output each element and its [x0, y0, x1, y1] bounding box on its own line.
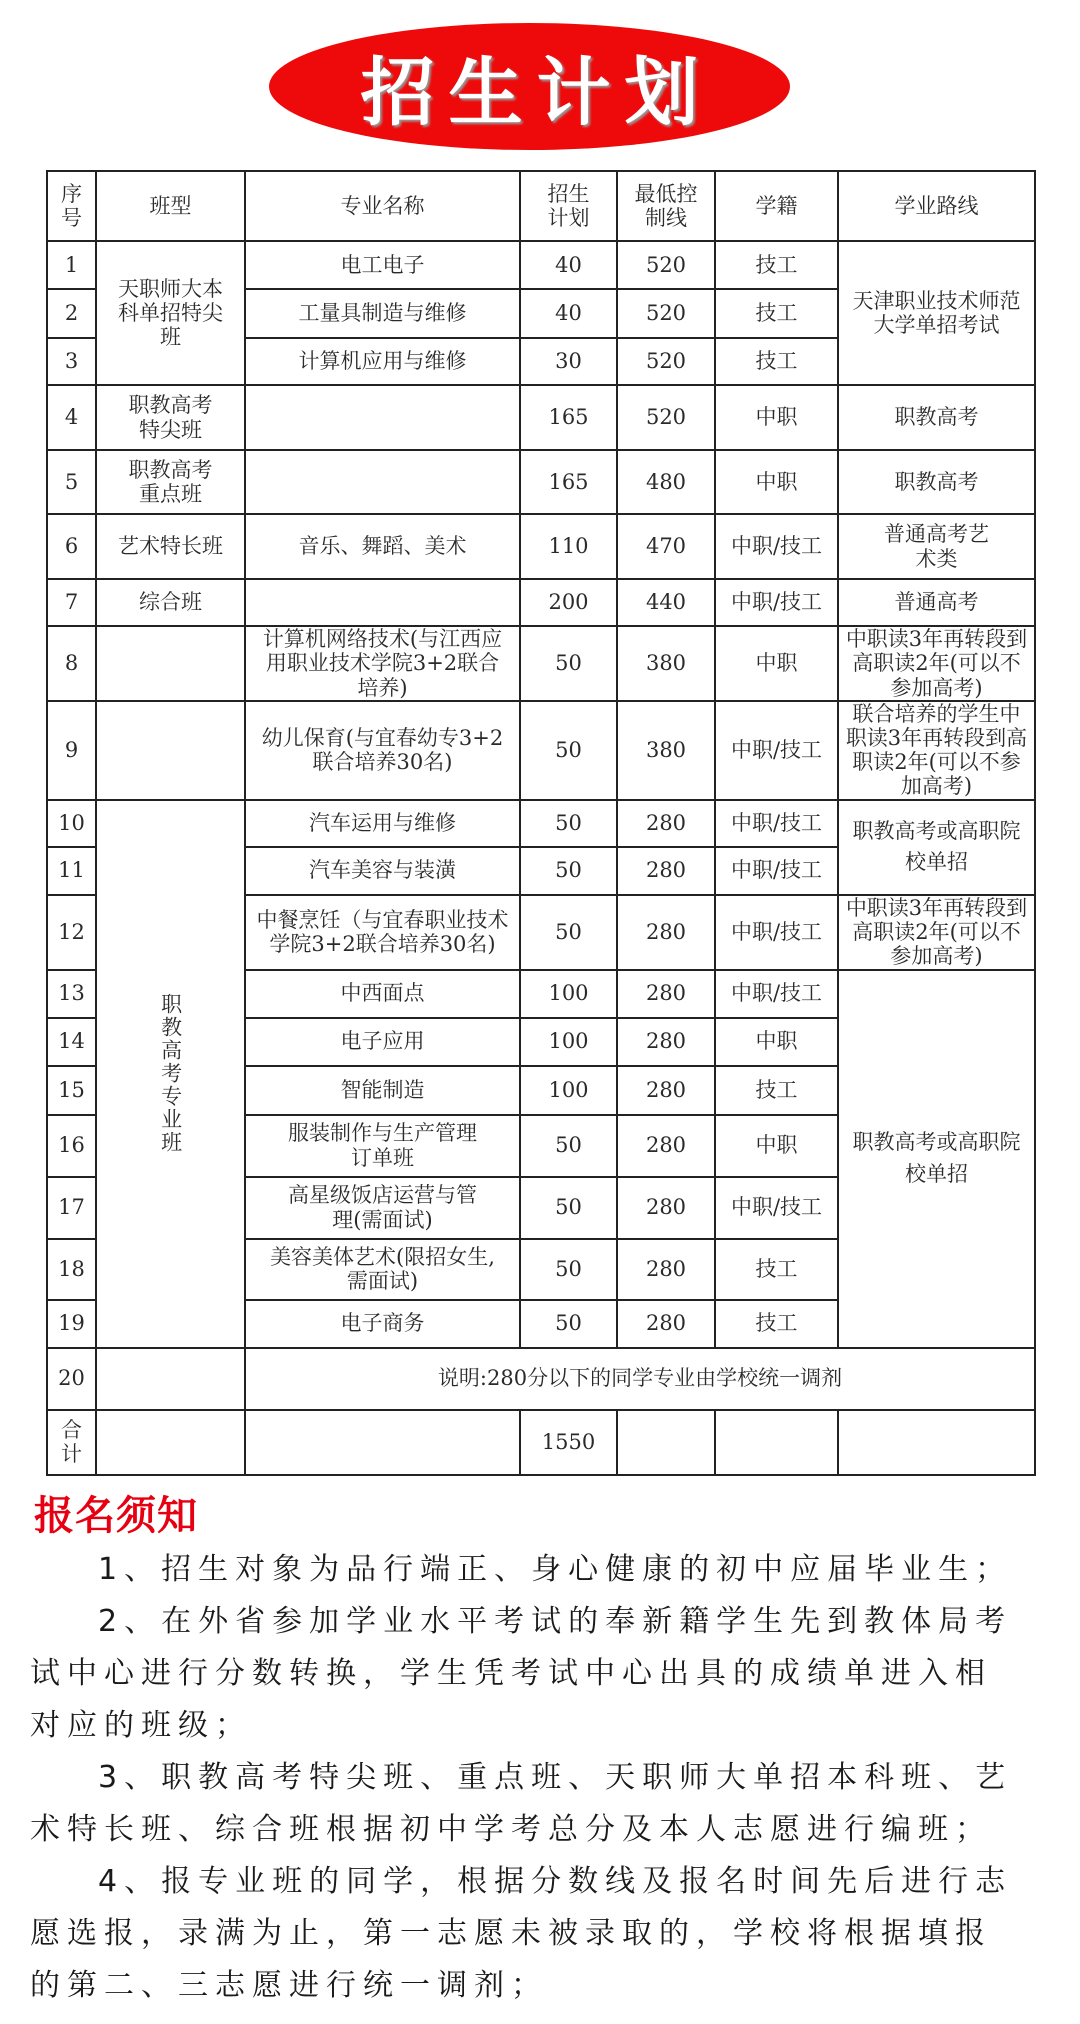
cell-major [245, 450, 520, 514]
cell-min-score: 280 [617, 847, 715, 895]
cell-quota: 40 [520, 289, 617, 338]
cell-status: 中职/技工 [715, 1177, 838, 1239]
cell-seq: 13 [47, 970, 96, 1018]
notice-item: 3、职教高考特尖班、重点班、天职师大单招本科班、艺术特长班、综合班根据初中学考总分及本人志愿进行编班； [30, 1760, 1013, 1847]
table-row-total [47, 1410, 1035, 1475]
table-row [47, 385, 1035, 450]
cell-path: 职教高考或高职院校单招 [838, 970, 1035, 1348]
cell-major: 中餐烹饪（与宜春职业技术学院3+2联合培养30名) [245, 895, 520, 970]
cell-min-score: 280 [617, 1115, 715, 1177]
cell-class-type [96, 626, 245, 701]
table-row [47, 626, 1035, 701]
cell-class-type: 职教高考专业班 [96, 800, 245, 1348]
header-quota: 招生计划 [520, 171, 617, 241]
cell-min-score: 280 [617, 970, 715, 1018]
cell-min-score: 280 [617, 1300, 715, 1348]
cell-major: 美容美体艺术(限招女生,需面试) [245, 1239, 520, 1300]
cell-major [245, 579, 520, 626]
cell-seq: 14 [47, 1018, 96, 1066]
cell-status: 技工 [715, 338, 838, 385]
cell-status: 中职 [715, 450, 838, 514]
cell-min-score: 480 [617, 450, 715, 514]
cell-quota: 50 [520, 1177, 617, 1239]
cell-quota: 50 [520, 1239, 617, 1300]
cell-quota: 50 [520, 1115, 617, 1177]
enrollment-plan-table [46, 170, 1036, 1476]
cell-quota: 50 [520, 800, 617, 847]
cell-quota: 50 [520, 701, 617, 800]
cell-class-type [96, 1348, 245, 1410]
cell-class-type: 职教高考特尖班 [96, 385, 245, 450]
cell-quota: 50 [520, 847, 617, 895]
cell-quota: 50 [520, 895, 617, 970]
cell-min-score: 380 [617, 626, 715, 701]
table-row [47, 450, 1035, 514]
cell-empty [617, 1410, 715, 1475]
cell-min-score: 520 [617, 385, 715, 450]
cell-status: 中职 [715, 1018, 838, 1066]
cell-major: 汽车美容与装潢 [245, 847, 520, 895]
cell-status: 中职/技工 [715, 895, 838, 970]
notice-item: 4、报专业班的同学，根据分数线及报名时间先后进行志愿选报，录满为止，第一志愿未被录取的，学校将根据填报的第二、三志愿进行统一调剂； [30, 1864, 1013, 2003]
notice-list [30, 1544, 1020, 2012]
cell-seq: 17 [47, 1177, 96, 1239]
cell-major: 幼儿保育(与宜春幼专3+2联合培养30名) [245, 701, 520, 800]
cell-seq: 3 [47, 338, 96, 385]
cell-seq: 9 [47, 701, 96, 800]
header-path: 学业路线 [838, 171, 1035, 241]
cell-min-score: 280 [617, 1239, 715, 1300]
cell-class-type [96, 701, 245, 800]
cell-path: 职教高考 [838, 385, 1035, 450]
cell-path: 中职读3年再转段到高职读2年(可以不参加高考) [838, 626, 1035, 701]
cell-status: 中职 [715, 626, 838, 701]
cell-empty [96, 1410, 245, 1475]
cell-seq: 12 [47, 895, 96, 970]
cell-status: 中职/技工 [715, 514, 838, 579]
cell-class-type: 艺术特长班 [96, 514, 245, 579]
cell-seq: 8 [47, 626, 96, 701]
cell-quota: 110 [520, 514, 617, 579]
cell-quota: 100 [520, 1018, 617, 1066]
cell-quota: 165 [520, 450, 617, 514]
cell-min-score: 280 [617, 1177, 715, 1239]
cell-seq: 19 [47, 1300, 96, 1348]
cell-min-score: 280 [617, 800, 715, 847]
cell-major: 高星级饭店运营与管理(需面试) [245, 1177, 520, 1239]
cell-path: 职教高考或高职院校单招 [838, 800, 1035, 895]
cell-status: 技工 [715, 1300, 838, 1348]
cell-major [245, 385, 520, 450]
cell-major: 汽车运用与维修 [245, 800, 520, 847]
cell-major: 音乐、舞蹈、美术 [245, 514, 520, 579]
cell-major: 智能制造 [245, 1066, 520, 1115]
notice-heading: 报名须知 [34, 1493, 198, 1539]
cell-quota: 165 [520, 385, 617, 450]
cell-status: 技工 [715, 289, 838, 338]
cell-min-score: 380 [617, 701, 715, 800]
cell-quota: 100 [520, 1066, 617, 1115]
cell-min-score: 520 [617, 289, 715, 338]
cell-status: 技工 [715, 241, 838, 289]
cell-quota: 50 [520, 626, 617, 701]
cell-min-score: 470 [617, 514, 715, 579]
cell-status: 中职 [715, 385, 838, 450]
cell-path: 普通高考艺术类 [838, 514, 1035, 579]
cell-quota: 30 [520, 338, 617, 385]
table-row [47, 579, 1035, 626]
cell-quota: 200 [520, 579, 617, 626]
cell-path: 职教高考 [838, 450, 1035, 514]
notice-item: 2、在外省参加学业水平考试的奉新籍学生先到教体局考试中心进行分数转换，学生凭考试中心出具的成绩单进入相对应的班级； [30, 1604, 1013, 1743]
page-title: 招生计划 [360, 49, 713, 136]
cell-note: 说明:280分以下的同学专业由学校统一调剂 [245, 1348, 1035, 1410]
cell-path: 天津职业技术师范大学单招考试 [838, 241, 1035, 385]
table-row-note [47, 1348, 1035, 1410]
cell-seq: 5 [47, 450, 96, 514]
cell-seq: 2 [47, 289, 96, 338]
cell-path: 联合培养的学生中职读3年再转段到高职读2年(可以不参加高考) [838, 701, 1035, 800]
cell-major: 工量具制造与维修 [245, 289, 520, 338]
cell-major: 计算机应用与维修 [245, 338, 520, 385]
cell-class-type: 职教高考重点班 [96, 450, 245, 514]
table-row [47, 241, 1035, 289]
cell-seq: 4 [47, 385, 96, 450]
header-status: 学籍 [715, 171, 838, 241]
cell-seq: 10 [47, 800, 96, 847]
cell-seq: 15 [47, 1066, 96, 1115]
cell-status: 中职/技工 [715, 800, 838, 847]
cell-class-type: 综合班 [96, 579, 245, 626]
cell-min-score: 280 [617, 1066, 715, 1115]
cell-quota: 100 [520, 970, 617, 1018]
cell-empty [245, 1410, 520, 1475]
cell-status: 技工 [715, 1066, 838, 1115]
cell-seq: 6 [47, 514, 96, 579]
cell-min-score: 280 [617, 895, 715, 970]
cell-status: 中职 [715, 1115, 838, 1177]
header-class-type: 班型 [96, 171, 245, 241]
cell-status: 中职/技工 [715, 847, 838, 895]
header-seq: 序号 [47, 171, 96, 241]
cell-seq: 11 [47, 847, 96, 895]
table-header-row [47, 171, 1035, 241]
cell-min-score: 440 [617, 579, 715, 626]
notice-item: 1、招生对象为品行端正、身心健康的初中应届毕业生； [98, 1552, 1013, 1587]
cell-seq: 16 [47, 1115, 96, 1177]
cell-seq: 18 [47, 1239, 96, 1300]
cell-quota: 40 [520, 241, 617, 289]
cell-total-label: 合计 [47, 1410, 96, 1475]
cell-empty [715, 1410, 838, 1475]
title-banner [269, 23, 790, 150]
cell-major: 电子应用 [245, 1018, 520, 1066]
cell-status: 中职/技工 [715, 701, 838, 800]
cell-total-quota: 1550 [520, 1410, 617, 1475]
cell-path: 普通高考 [838, 579, 1035, 626]
header-min-score: 最低控制线 [617, 171, 715, 241]
table-row [47, 800, 1035, 847]
cell-status: 中职/技工 [715, 579, 838, 626]
header-major: 专业名称 [245, 171, 520, 241]
cell-min-score: 520 [617, 241, 715, 289]
cell-path: 中职读3年再转段到高职读2年(可以不参加高考) [838, 895, 1035, 970]
table-row [47, 514, 1035, 579]
cell-major: 计算机网络技术(与江西应用职业技术学院3+2联合培养) [245, 626, 520, 701]
cell-major: 服装制作与生产管理订单班 [245, 1115, 520, 1177]
cell-min-score: 520 [617, 338, 715, 385]
cell-seq: 7 [47, 579, 96, 626]
cell-quota: 50 [520, 1300, 617, 1348]
cell-min-score: 280 [617, 1018, 715, 1066]
cell-empty [838, 1410, 1035, 1475]
cell-class-type: 天职师大本科单招特尖班 [96, 241, 245, 385]
cell-major: 电子商务 [245, 1300, 520, 1348]
table-row [47, 701, 1035, 800]
cell-seq: 20 [47, 1348, 96, 1410]
cell-seq: 1 [47, 241, 96, 289]
cell-major: 中西面点 [245, 970, 520, 1018]
cell-status: 中职/技工 [715, 970, 838, 1018]
cell-major: 电工电子 [245, 241, 520, 289]
cell-status: 技工 [715, 1239, 838, 1300]
